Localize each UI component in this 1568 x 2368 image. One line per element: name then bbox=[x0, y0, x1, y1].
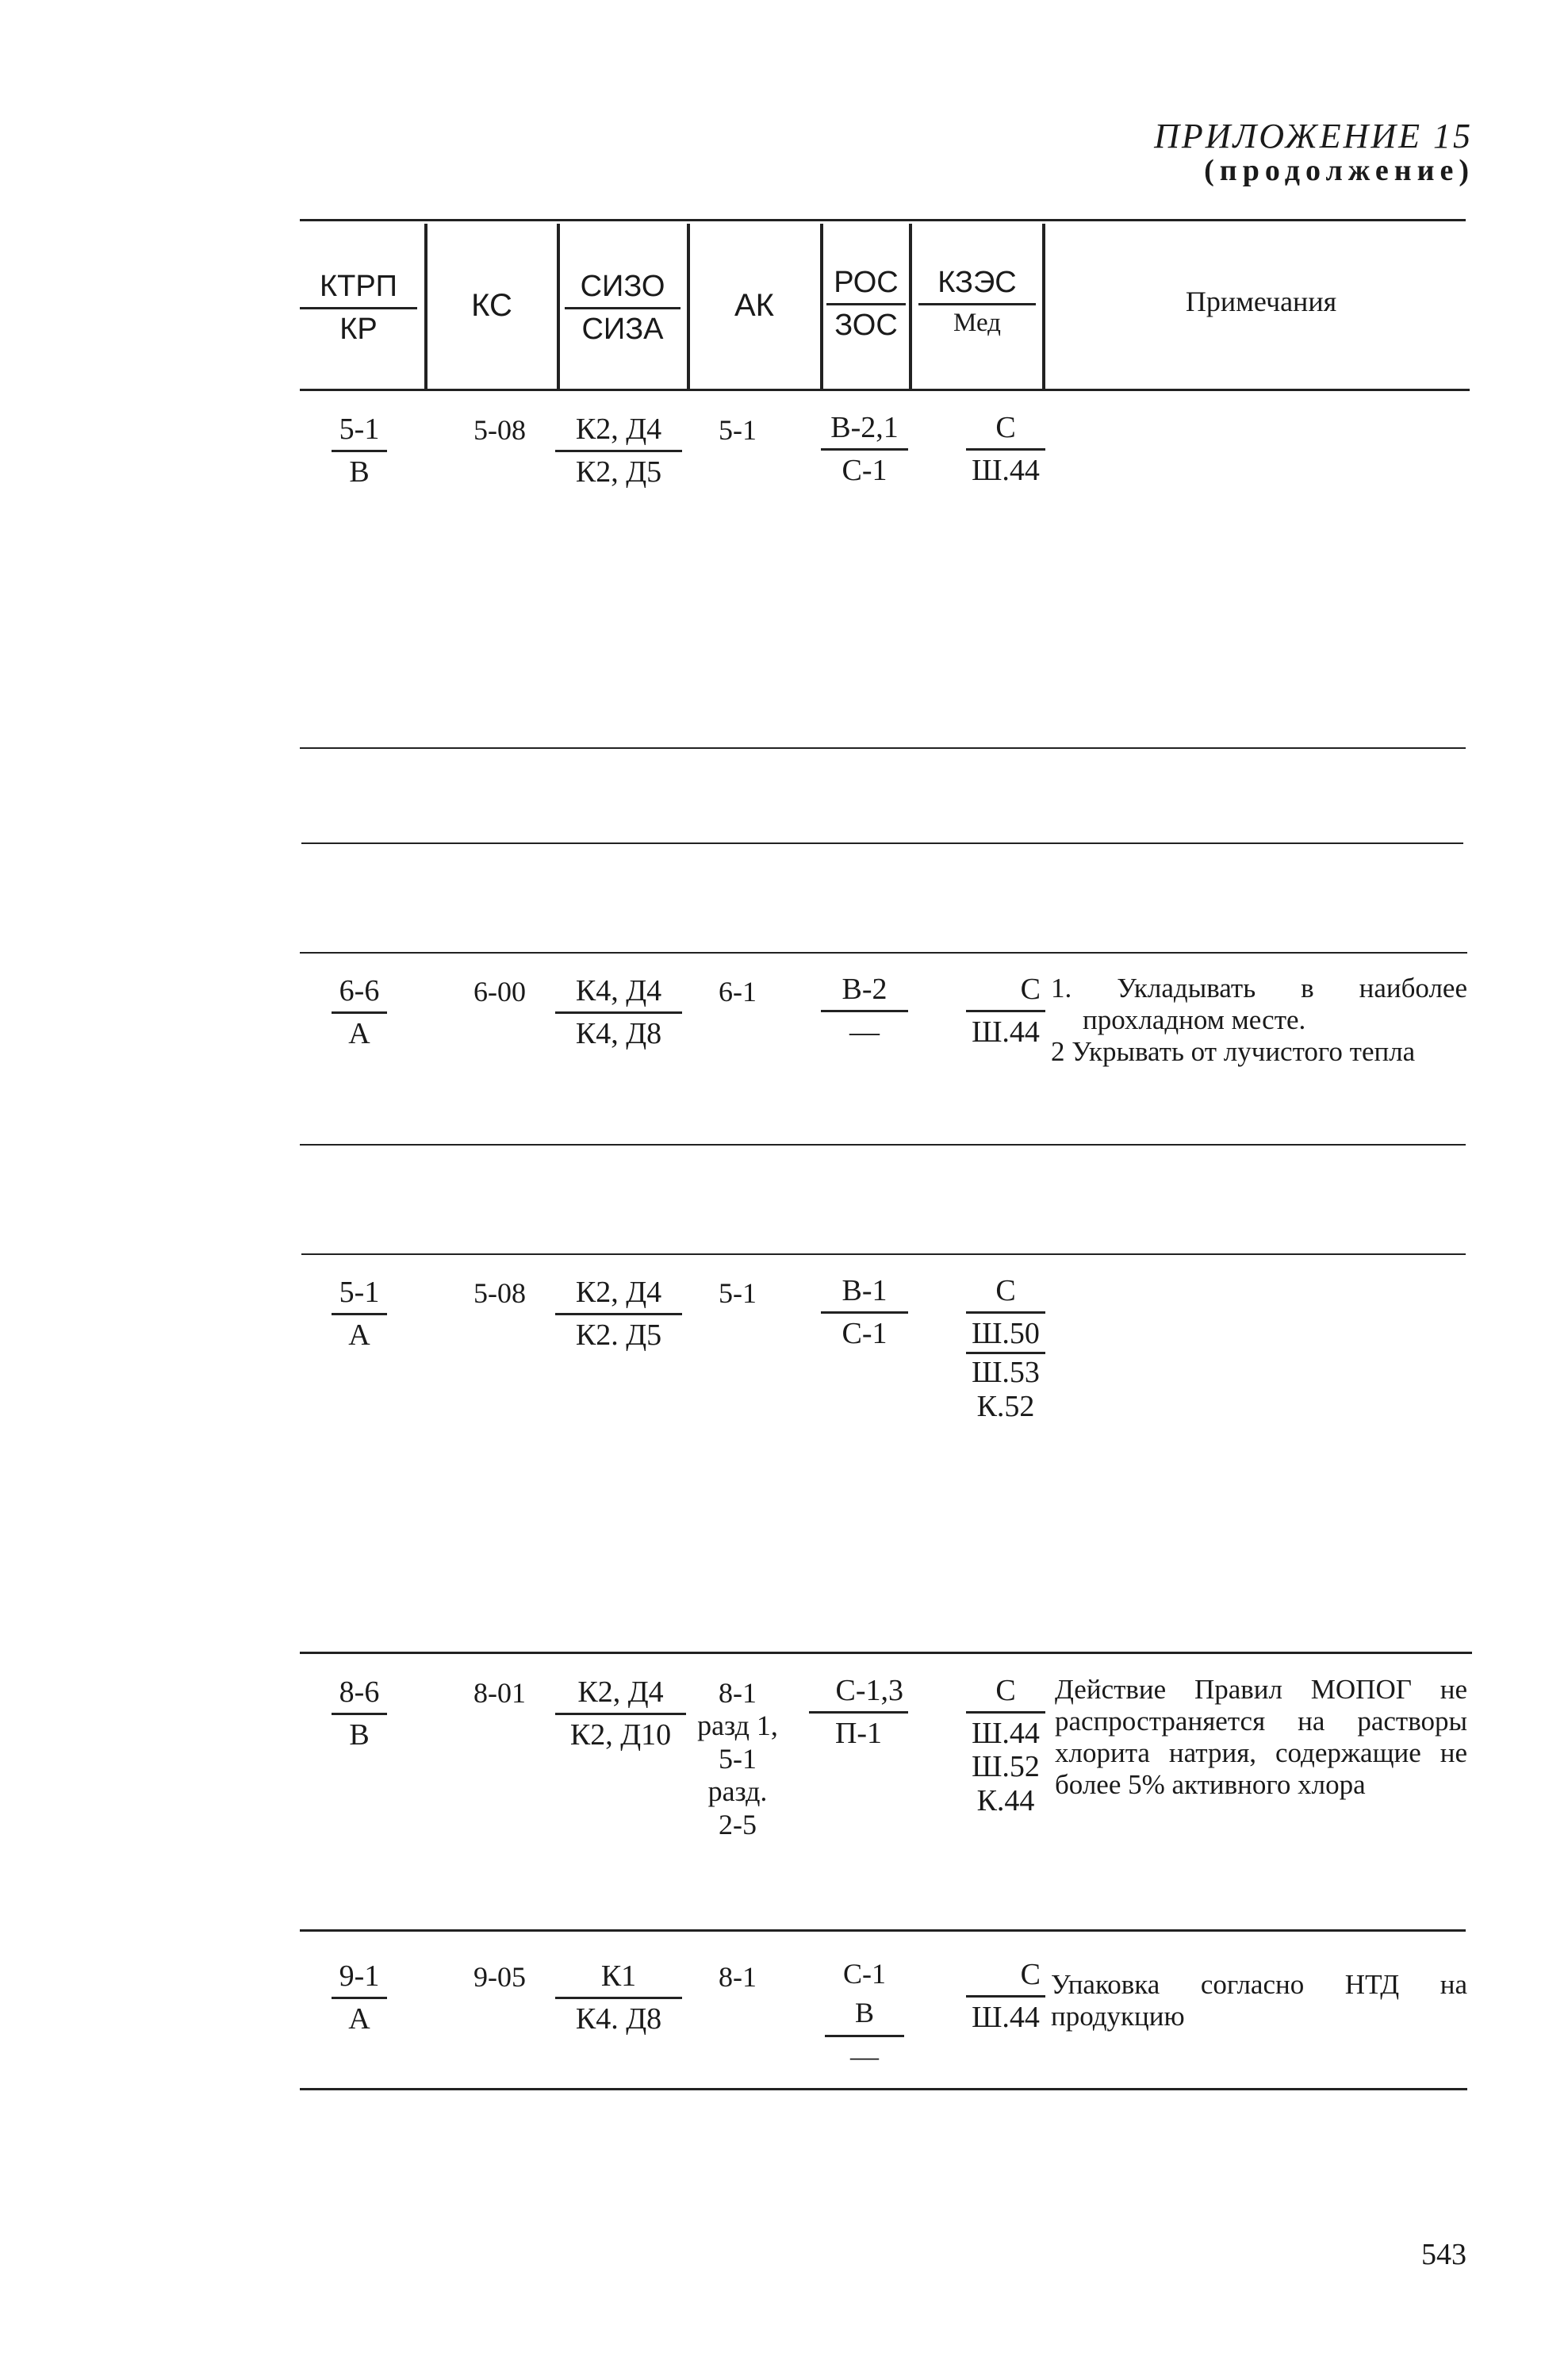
column-divider bbox=[820, 224, 823, 390]
column-divider bbox=[1042, 224, 1045, 390]
header-ktrp-bottom: КР bbox=[339, 312, 378, 346]
row4-ak-line-3: 5-1 bbox=[719, 1742, 757, 1775]
header-kzes bbox=[918, 266, 1036, 338]
row5-kzes-top: С bbox=[966, 1958, 1045, 1998]
row1-sizo-top: К2, Д4 bbox=[555, 413, 682, 452]
appendix-subtitle: (продолжение) bbox=[1204, 154, 1474, 187]
header-ks: КС bbox=[471, 288, 512, 323]
row3-kzes-top: С bbox=[966, 1274, 1045, 1314]
row1-ak: 5-1 bbox=[719, 414, 757, 446]
row2-sizo-top: К4, Д4 bbox=[555, 974, 682, 1014]
row1-ktrp bbox=[332, 413, 387, 489]
row5-kzes bbox=[966, 1958, 1045, 2034]
row5-sizo bbox=[555, 1959, 682, 2036]
row1-ros bbox=[821, 411, 908, 487]
row4-ktrp-bottom: В bbox=[349, 1717, 370, 1752]
row2-ktrp-bottom: А bbox=[348, 1016, 370, 1050]
row3-ros-top: В-1 bbox=[821, 1274, 908, 1314]
row3-ros-bottom: С-1 bbox=[842, 1316, 888, 1350]
header-sizo bbox=[565, 270, 680, 346]
row-separator bbox=[300, 952, 1467, 954]
row4-kzes bbox=[966, 1674, 1045, 1817]
row5-sizo-bottom: К4. Д8 bbox=[575, 2001, 662, 2036]
header-ktrp bbox=[300, 270, 417, 346]
row4-ak-line-2: разд 1, bbox=[697, 1710, 778, 1742]
row5-ros-top: С-1 bbox=[843, 1958, 886, 1990]
row3-ros bbox=[821, 1274, 908, 1350]
row4-kzes-bottom: Ш.44 bbox=[972, 1716, 1040, 1750]
header-ros bbox=[826, 266, 906, 342]
row2-sizo-bottom: К4, Д8 bbox=[575, 1016, 662, 1050]
row1-kzes-top: С bbox=[966, 411, 1045, 451]
row5-notes: Упаковка согласно НТД на продукцию bbox=[1051, 1969, 1467, 2032]
row-separator bbox=[301, 842, 1463, 844]
page-number: 543 bbox=[1421, 2238, 1466, 2271]
row5-ros-bottom: — bbox=[850, 2040, 879, 2072]
row4-ak-line-4: разд. bbox=[707, 1775, 768, 1808]
row5-ktrp bbox=[332, 1959, 387, 2036]
row4-ak bbox=[690, 1677, 785, 1841]
row1-ktrp-bottom: В bbox=[349, 455, 370, 489]
row4-sizo bbox=[555, 1675, 686, 1752]
row1-ks: 5-08 bbox=[473, 414, 526, 446]
row4-ak-line-5: 2-5 bbox=[719, 1808, 757, 1840]
row5-sizo-top: К1 bbox=[555, 1959, 682, 1999]
row2-ks: 6-00 bbox=[473, 976, 526, 1007]
row-separator bbox=[300, 747, 1466, 749]
column-divider bbox=[909, 224, 912, 390]
row4-ros-bottom: П-1 bbox=[834, 1716, 883, 1750]
row-separator bbox=[300, 1929, 1466, 1932]
row2-note-1: 1. Укладывать в наиболее прохладном месте. bbox=[1051, 973, 1467, 1035]
row3-ktrp bbox=[332, 1276, 387, 1352]
row3-kzes-bottom: Ш.50 bbox=[966, 1314, 1045, 1355]
row2-note-2: 2 Укрывать от лучистого тепла bbox=[1051, 1035, 1416, 1067]
table-top-rule bbox=[300, 219, 1466, 221]
row-separator bbox=[300, 1652, 1472, 1654]
row2-sizo bbox=[555, 974, 682, 1050]
row4-ktrp bbox=[332, 1675, 387, 1752]
row2-ktrp bbox=[332, 974, 387, 1050]
row4-kzes-extra-2: К.44 bbox=[976, 1783, 1035, 1817]
row5-ros bbox=[825, 1958, 904, 2073]
row3-kzes bbox=[966, 1274, 1045, 1423]
row3-sizo-bottom: К2. Д5 bbox=[575, 1318, 662, 1352]
header-kzes-top: КЗЭС bbox=[918, 266, 1036, 305]
row4-ks: 8-01 bbox=[473, 1677, 526, 1709]
row2-kzes-top: С bbox=[966, 973, 1045, 1012]
row3-kzes-extra-1: Ш.53 bbox=[972, 1356, 1040, 1390]
row4-ktrp-top: 8-6 bbox=[332, 1675, 387, 1715]
header-sizo-top: СИЗО bbox=[565, 270, 680, 309]
row1-kzes bbox=[966, 411, 1045, 487]
row3-sizo-top: К2, Д4 bbox=[555, 1276, 682, 1315]
row2-ktrp-top: 6-6 bbox=[332, 974, 387, 1014]
row2-notes bbox=[1051, 973, 1467, 1068]
header-kzes-bottom: Мед bbox=[953, 308, 1001, 337]
row2-ros bbox=[821, 973, 908, 1049]
row1-sizo bbox=[555, 413, 682, 489]
column-divider bbox=[424, 224, 427, 390]
column-divider bbox=[687, 224, 690, 390]
appendix-title: ПРИЛОЖЕНИЕ 15 bbox=[1154, 117, 1473, 155]
row1-ros-bottom: С-1 bbox=[842, 453, 888, 487]
row3-sizo bbox=[555, 1276, 682, 1352]
row3-ktrp-bottom: А bbox=[348, 1318, 370, 1352]
row5-kzes-bottom: Ш.44 bbox=[972, 2000, 1040, 2034]
row4-kzes-extra-1: Ш.52 bbox=[972, 1750, 1040, 1784]
header-ros-bottom: ЗОС bbox=[834, 308, 898, 342]
row4-sizo-bottom: К2, Д10 bbox=[569, 1717, 672, 1752]
row3-ks: 5-08 bbox=[473, 1277, 526, 1309]
row2-ros-top: В-2 bbox=[821, 973, 908, 1012]
row4-notes: Действие Правил МОПОГ не распространяется на растворы хлорита натрия, содержащие не более 5% активного хлора bbox=[1055, 1674, 1467, 1800]
row2-ak: 6-1 bbox=[719, 976, 757, 1007]
row2-ros-bottom: — bbox=[849, 1015, 880, 1049]
row4-sizo-top: К2, Д4 bbox=[555, 1675, 686, 1715]
row4-ros bbox=[809, 1674, 908, 1750]
row-separator bbox=[301, 1253, 1466, 1255]
column-divider bbox=[557, 224, 560, 390]
row3-ktrp-top: 5-1 bbox=[332, 1276, 387, 1315]
row4-ros-top: С-1,3 bbox=[809, 1674, 908, 1714]
header-notes: Примечания bbox=[1185, 286, 1337, 317]
row5-ktrp-top: 9-1 bbox=[332, 1959, 387, 1999]
header-ak: АК bbox=[734, 288, 774, 323]
row5-ros-middle: В bbox=[825, 1997, 904, 2036]
row4-kzes-top: С bbox=[966, 1674, 1045, 1714]
row5-ak: 8-1 bbox=[719, 1961, 757, 1993]
table-bottom-rule bbox=[300, 2088, 1467, 2090]
row1-ktrp-top: 5-1 bbox=[332, 413, 387, 452]
row3-ak: 5-1 bbox=[719, 1277, 757, 1309]
row1-kzes-bottom: Ш.44 bbox=[972, 453, 1040, 487]
header-ktrp-top: КТРП bbox=[300, 270, 417, 309]
row-separator bbox=[300, 1144, 1466, 1146]
row1-sizo-bottom: К2, Д5 bbox=[575, 455, 662, 489]
row5-ks: 9-05 bbox=[473, 1961, 526, 1993]
row1-ros-top: В-2,1 bbox=[821, 411, 908, 451]
table-header-bottom-rule bbox=[300, 389, 1470, 391]
row2-kzes-bottom: Ш.44 bbox=[972, 1015, 1040, 1049]
header-sizo-bottom: СИЗА bbox=[581, 312, 664, 346]
row3-kzes-extra-2: К.52 bbox=[976, 1389, 1035, 1423]
header-ros-top: РОС bbox=[826, 266, 906, 305]
row2-kzes bbox=[966, 973, 1045, 1049]
row5-ktrp-bottom: А bbox=[348, 2001, 370, 2036]
row4-ak-line-1: 8-1 bbox=[719, 1677, 757, 1709]
